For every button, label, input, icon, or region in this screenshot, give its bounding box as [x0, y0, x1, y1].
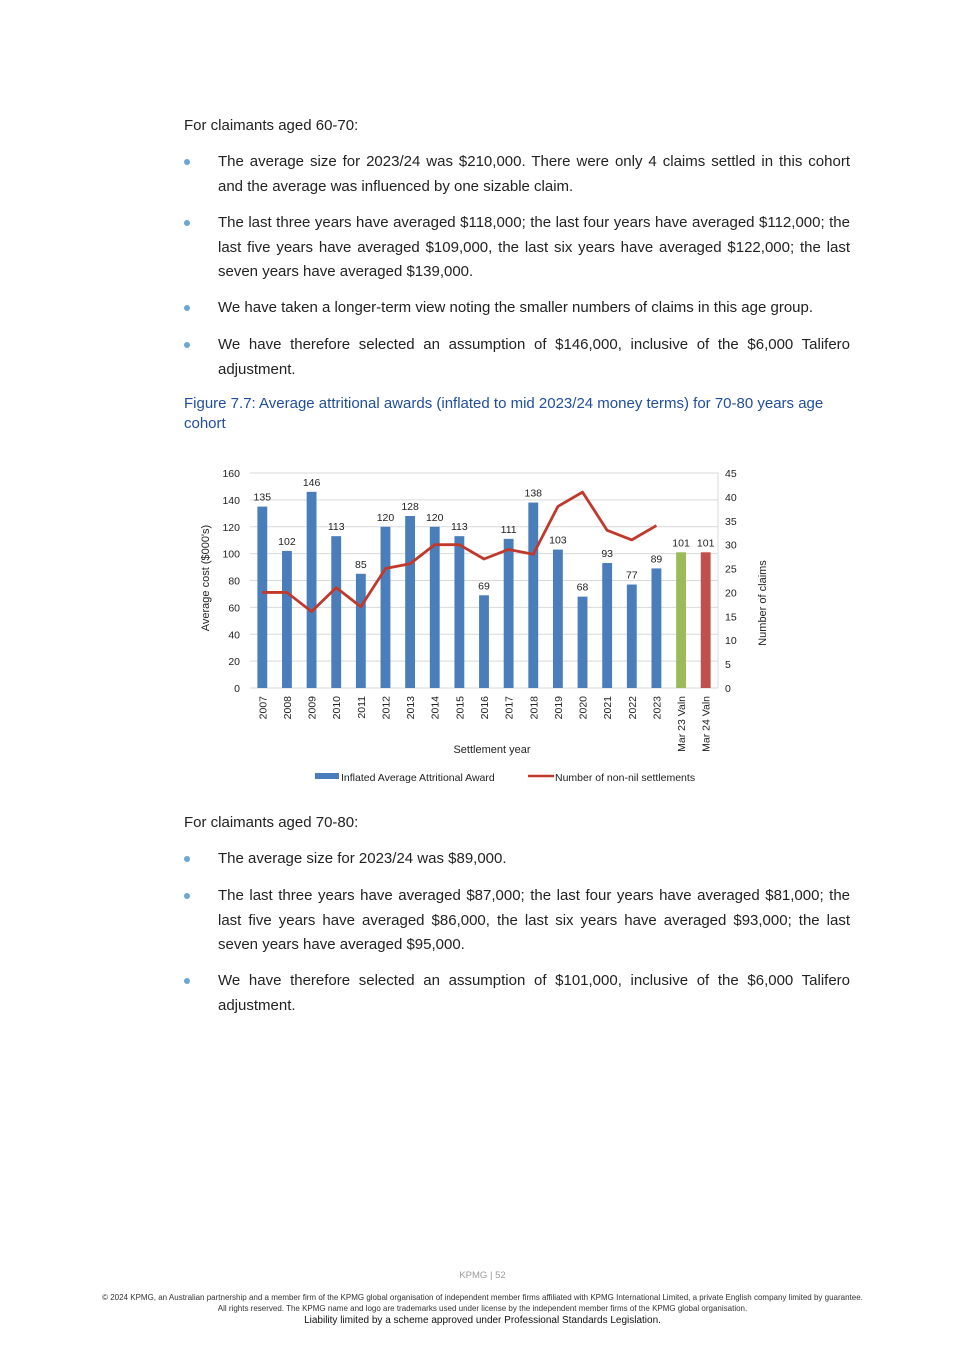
- legend: [315, 772, 695, 784]
- y-tick-label: 100: [222, 548, 240, 561]
- bar-data-label: 128: [401, 501, 419, 513]
- x-tick-label: 2017: [503, 696, 516, 720]
- bar: [479, 595, 489, 688]
- bar: [578, 597, 588, 688]
- bullet-icon: [184, 220, 190, 226]
- bar-data-label: 113: [327, 521, 345, 534]
- bullet-item: [184, 847, 850, 872]
- bar-data-label: 101: [696, 537, 715, 550]
- x-tick-label: 2010: [331, 696, 344, 720]
- bar: [257, 507, 267, 688]
- bar: [676, 552, 686, 688]
- y2-axis-label: Number of claims: [757, 560, 769, 646]
- bar-data-label: 135: [253, 491, 272, 504]
- bar: [282, 551, 292, 688]
- bar: [627, 585, 637, 688]
- y2-tick-label: 35: [725, 515, 737, 528]
- bullet-text: The average size for 2023/24 was $210,000. There were only 4 claims settled in this cohort and the average was influenced by one sizable claim.: [218, 153, 850, 195]
- x-tick-label: 2018: [528, 696, 541, 720]
- bar-data-label: 120: [376, 511, 395, 524]
- bar: [701, 552, 711, 688]
- bar: [381, 527, 391, 688]
- bar-data-label: 101: [672, 537, 690, 550]
- x-axis-label: Settlement year: [453, 744, 531, 756]
- y2-tick-label: 30: [725, 539, 737, 552]
- y-tick-label: 60: [228, 602, 240, 615]
- y-axis-label: Average cost ($000's): [200, 524, 212, 632]
- x-tick-label: 2014: [429, 696, 442, 720]
- bullet-text: The last three years have averaged $118,000; the last four years have averaged $112,000; the last five years have averaged $109,000, the last six years have averaged $122,000; the last seven years have averaged $139,000.: [218, 214, 850, 280]
- bar: [504, 539, 514, 688]
- bar-data-label: 68: [576, 581, 589, 594]
- bar: [430, 527, 440, 688]
- bar-data-label: 111: [500, 523, 517, 536]
- section-heading-70-80: For claimants aged 70-80:: [184, 814, 359, 831]
- bar: [651, 568, 661, 688]
- x-tick-label: 2008: [281, 696, 294, 720]
- bar-data-label: 85: [354, 558, 367, 571]
- bullet-text: We have therefore selected an assumption of $101,000, inclusive of the $6,000 Talifero adjustment.: [218, 972, 850, 1014]
- bullet-text: We have therefore selected an assumption of $146,000, inclusive of the $6,000 Talifero adjustment.: [218, 336, 850, 378]
- bullet-icon: [184, 978, 190, 984]
- bullet-item: [184, 150, 850, 199]
- bar: [331, 536, 341, 688]
- bar-data-label: 77: [625, 569, 638, 582]
- bar-data-label: 103: [549, 534, 567, 547]
- x-tick-label: 2022: [626, 696, 639, 720]
- x-tick-label: 2015: [454, 696, 467, 720]
- y2-tick-label: 40: [725, 491, 737, 504]
- liability-notice: Liability limited by a scheme approved under Professional Standards Legislation.: [304, 1315, 661, 1326]
- y-tick-label: 120: [222, 521, 240, 534]
- bar: [553, 550, 563, 688]
- legend-swatch-bar: [315, 773, 339, 779]
- chart: [190, 458, 790, 793]
- y-tick-label: 20: [228, 656, 240, 669]
- bar: [454, 536, 464, 688]
- bar-data-label: 102: [278, 535, 296, 548]
- x-tick-label: 2011: [355, 696, 368, 719]
- y2-tick-label: 15: [725, 611, 737, 624]
- y-tick-label: 0: [234, 683, 240, 695]
- y2-tick-label: 0: [725, 683, 731, 695]
- bar: [528, 503, 538, 688]
- bullet-icon: [184, 893, 190, 899]
- y2-tick-label: 5: [725, 659, 731, 672]
- x-tick-label: Mar 24 Valn: [700, 696, 713, 752]
- x-tick-label: 2009: [306, 696, 319, 720]
- legend-label-line: Number of non-nil settlements: [555, 772, 696, 784]
- bar-data-label: 120: [425, 511, 444, 524]
- y-tick-label: 40: [228, 629, 240, 642]
- x-tick-label: 2013: [405, 696, 418, 720]
- y2-tick-label: 25: [725, 563, 737, 576]
- bar: [356, 574, 366, 688]
- bullet-icon: [184, 305, 190, 311]
- y2-axis-ticks: [725, 468, 737, 695]
- bullet-item: [184, 333, 850, 382]
- bullet-icon: [184, 342, 190, 348]
- x-tick-label: 2019: [552, 696, 565, 720]
- y2-tick-label: 10: [725, 635, 737, 648]
- x-tick-label: Mar 23 Valn: [676, 696, 689, 752]
- bullet-text: The last three years have averaged $87,000; the last four years have averaged $81,000; the last five years have averaged $86,000, the last six years have averaged $93,000; the last seven years have averaged $95,000.: [218, 887, 850, 953]
- x-tick-label: 2023: [651, 696, 664, 720]
- bar-data-label: 69: [478, 580, 490, 593]
- bullet-item: [184, 969, 850, 1018]
- bar-data-labels: [254, 477, 715, 594]
- legend-label-bar: Inflated Average Attritional Award: [341, 772, 495, 784]
- page-number: KPMG | 52: [459, 1270, 506, 1281]
- y-tick-label: 140: [222, 494, 240, 507]
- bullet-text: The average size for 2023/24 was $89,000.: [218, 850, 507, 867]
- bar-data-label: 146: [302, 476, 321, 489]
- bar: [405, 516, 415, 688]
- copyright-notice: © 2024 KPMG, an Australian partnership and a member firm of the KPMG global organisation of independent member firms affiliated with KPMG International Limited, a private English company limited by guarantee. All rights reserved. The KPMG name and logo are trademarks used under license by the independent member firms of the KPMG global organisation.: [102, 1293, 863, 1313]
- x-tick-label: 2020: [577, 696, 590, 720]
- y2-tick-label: 20: [725, 587, 737, 600]
- section-heading-60-70: For claimants aged 60-70:: [184, 117, 359, 134]
- x-tick-label: 2007: [257, 696, 270, 720]
- bar-data-label: 93: [601, 548, 614, 561]
- x-tick-label: 2012: [380, 696, 393, 720]
- bullet-icon: [184, 856, 190, 862]
- x-tick-label: 2016: [479, 696, 491, 720]
- y-tick-label: 80: [228, 575, 240, 588]
- bar: [307, 492, 317, 688]
- bullet-item: [184, 211, 850, 285]
- bar-data-label: 113: [450, 521, 468, 534]
- bullet-text: We have taken a longer-term view noting the smaller numbers of claims in this age group.: [218, 299, 814, 316]
- bar: [602, 563, 612, 688]
- figure-caption: Figure 7.7: Average attritional awards (inflated to mid 2023/24 money terms) for 70-80 years age cohort: [184, 395, 824, 432]
- bullet-item: [184, 884, 850, 958]
- bar-data-label: 138: [524, 487, 543, 500]
- y2-tick-label: 45: [725, 468, 737, 480]
- bullet-item: [184, 296, 850, 321]
- x-tick-label: 2021: [602, 696, 615, 720]
- y-tick-label: 160: [222, 468, 240, 480]
- bar-data-label: 89: [650, 553, 663, 566]
- bullet-icon: [184, 159, 190, 165]
- y-axis-ticks: [222, 468, 240, 695]
